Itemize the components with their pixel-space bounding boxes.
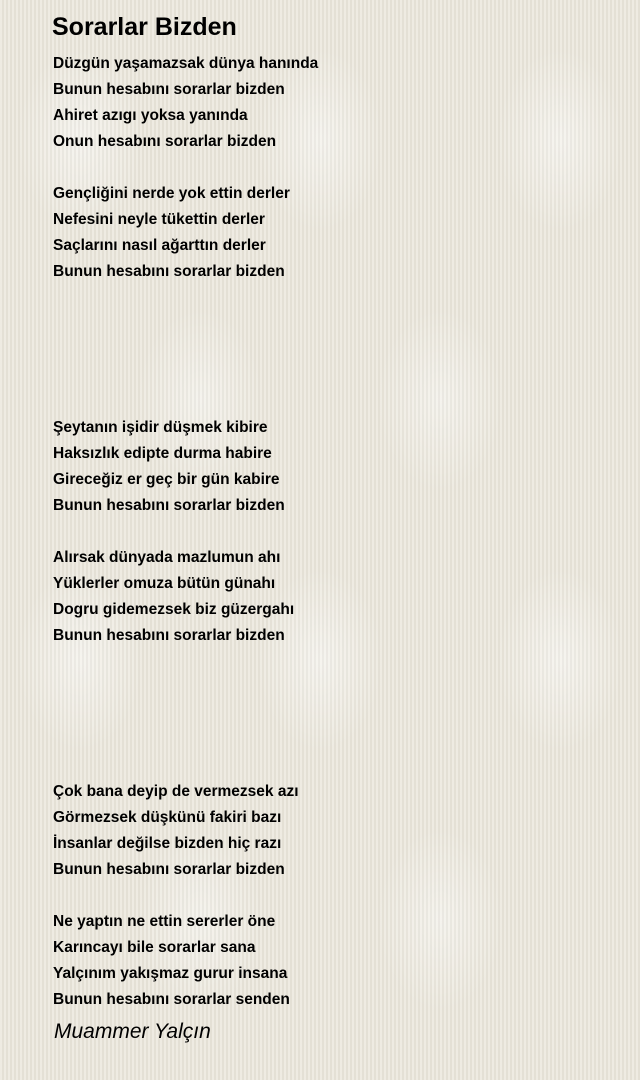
poem-line: Bunun hesabını sorarlar bizden (53, 263, 285, 280)
stanza-spacer (53, 155, 613, 181)
poem-line: Bunun hesabını sorarlar bizden (53, 861, 285, 878)
stanza-spacer (53, 883, 613, 909)
stanza-4 (53, 545, 613, 649)
poem-line: Onun hesabını sorarlar bizden (53, 133, 277, 150)
poem-line: Bunun hesabını sorarlar bizden (53, 627, 285, 644)
poem-line: Görmezsek düşkünü fakiri bazı (53, 809, 282, 826)
stanza-3 (53, 415, 613, 519)
poem-line: Nefesini neyle tükettin derler (53, 211, 265, 228)
poem-line: Şeytanın işidir düşmek kibire (53, 419, 268, 436)
stanza-spacer (53, 519, 613, 545)
poem-line: Alırsak dünyada mazlumun ahı (53, 549, 281, 566)
poem-line: Çok bana deyip de vermezsek azı (53, 783, 299, 800)
poem-line: Yüklerler omuza bütün günahı (53, 575, 276, 592)
poem-title: Sorarlar Bizden (52, 13, 237, 41)
stanza-5 (53, 779, 613, 883)
poem-line: Karıncayı bile sorarlar sana (53, 939, 256, 956)
poem-line: Bunun hesabını sorarlar senden (53, 991, 290, 1008)
section-spacer (53, 649, 613, 779)
poem-line: Saçlarını nasıl ağarttın derler (53, 237, 266, 254)
poem-body (53, 51, 613, 1013)
poem-line: Ahiret azıgı yoksa yanında (53, 107, 248, 124)
section-spacer (53, 285, 613, 415)
stanza-1 (53, 51, 613, 155)
poem-line: Bunun hesabını sorarlar bizden (53, 81, 285, 98)
poem-line: Gençliğini nerde yok ettin derler (53, 185, 290, 202)
poem-line: Yalçınım yakışmaz gurur insana (53, 965, 288, 982)
poem-line: Gireceğiz er geç bir gün kabire (53, 471, 280, 488)
poem-line: Düzgün yaşamazsak dünya hanında (53, 55, 319, 72)
stanza-2 (53, 181, 613, 285)
poem-line: İnsanlar değilse bizden hiç razı (53, 835, 282, 852)
poem-line: Bunun hesabını sorarlar bizden (53, 497, 285, 514)
poem-line: Ne yaptın ne ettin sererler öne (53, 913, 276, 930)
stanza-6 (53, 909, 613, 1013)
poem-line: Haksızlık edipte durma habire (53, 445, 272, 462)
poem-author: Muammer Yalçın (54, 1020, 211, 1043)
poem-line: Dogru gidemezsek biz güzergahı (53, 601, 295, 618)
